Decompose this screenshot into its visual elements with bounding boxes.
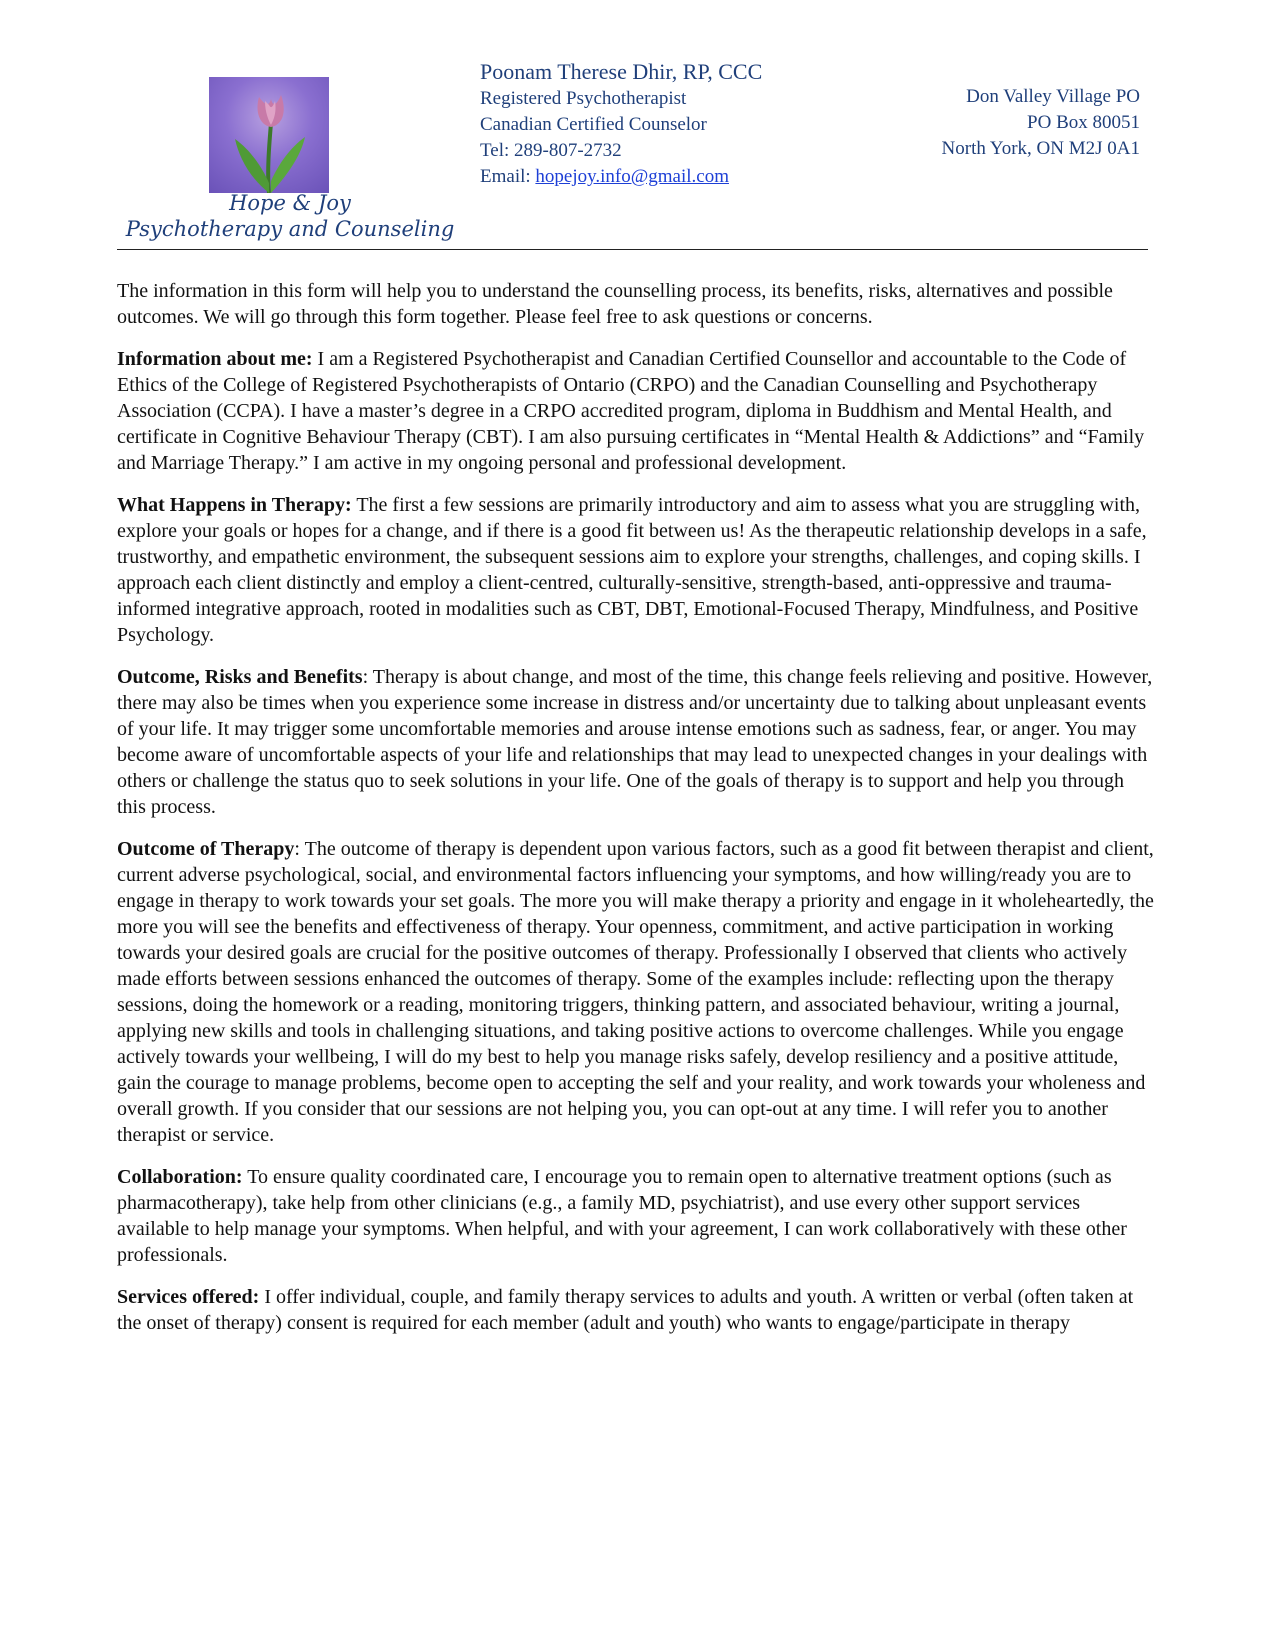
section-about-me [117, 346, 1157, 476]
section-risks-benefits [117, 664, 1157, 820]
brand-line-2: Psychotherapy and Counseling [125, 217, 455, 241]
email-label: Email: [480, 166, 536, 187]
brand-line-1: Hope & Joy [229, 191, 351, 215]
section-heading: Information about me: [117, 348, 313, 370]
section-services [117, 1284, 1157, 1336]
section-collaboration [117, 1164, 1157, 1268]
section-heading: Collaboration: [117, 1166, 243, 1188]
address-line-2: PO Box 80051 [1027, 112, 1140, 133]
brand-name [115, 190, 465, 242]
section-text: To ensure quality coordinated care, I encourage you to remain open to alternative treatment options (such as pharmacotherapy), take help from other clinicians (e.g., a family MD, psychiatrist), and use every other support services available to help manage your symptoms. When helpful, and with your agreement, I can work collaboratively with these other professionals. [117, 1166, 1127, 1266]
email-link[interactable]: hopejoy.info@gmail.com [535, 166, 729, 187]
section-text: The first a few sessions are primarily introductory and aim to assess what you are struggling with, explore your goals or hopes for a change, and if there is a good fit between us! As the therapeutic relationship develops in a safe, trustworthy, and empathetic environment, the subsequent sessions aim to explore your strengths, challenges, and coping skills. I approach each client distinctly and employ a client-centred, culturally-sensitive, strength-based, anti-oppressive and trauma-informed integrative approach, rooted in modalities such as CBT, DBT, Emotional-Focused Therapy, Mindfulness, and Positive Psychology. [117, 494, 1147, 646]
email-line [480, 164, 762, 190]
address-line-1: Don Valley Village PO [966, 86, 1140, 107]
document-body [117, 278, 1157, 1352]
section-heading: Services offered: [117, 1286, 260, 1308]
mailing-address [942, 84, 1140, 162]
section-heading: Outcome of Therapy [117, 838, 295, 860]
section-outcome [117, 836, 1157, 1148]
therapist-title-1: Registered Psychotherapist [480, 88, 687, 109]
section-text: I offer individual, couple, and family therapy services to adults and youth. A written or verbal (often taken at the onset of therapy) consent is required for each member (adult and youth) who wants to engage/participate in therapy [117, 1286, 1134, 1334]
therapist-title-2: Canadian Certified Counselor [480, 114, 707, 135]
address-line-3: North York, ON M2J 0A1 [941, 138, 1140, 159]
tulip-icon [209, 77, 329, 193]
intro-paragraph: The information in this form will help you to understand the counselling process, its benefits, risks, alternatives and possible outcomes. We will go through this form together. Please feel free to ask questions or concerns. [117, 280, 1113, 328]
section-heading: What Happens in Therapy: [117, 494, 352, 516]
header-divider [117, 249, 1148, 250]
section-text: I am a Registered Psychotherapist and Canadian Certified Counsellor and accountable to the Code of Ethics of the College of Registered Psychotherapists of Ontario (CRPO) and the Canadian Counselling and Psychotherapy Association (CCPA). I have a master’s degree in a CRPO accredited program, diploma in Buddhism and Mental Health, and certificate in Cognitive Behaviour Therapy (CBT). I am also pursuing certificates in “Mental Health & Addictions” and “Family and Marriage Therapy.” I am active in my ongoing personal and professional development. [117, 348, 1145, 474]
therapist-name: Poonam Therese Dhir, RP, CCC [480, 59, 763, 84]
section-text: : Therapy is about change, and most of the time, this change feels relieving and positive. However, there may also be times when you experience some increase in distress and/or uncertainty due to talking about unpleasant events of your life. It may trigger some uncomfortable memories and arouse intense emotions such as sadness, fear, or anger. You may become aware of uncomfortable aspects of your life and relationships that may lead to unexpected changes in your dealings with others or challenge the status quo to seek solutions in your life. One of the goals of therapy is to support and help you through this process. [117, 666, 1153, 818]
contact-block [480, 58, 762, 190]
logo-image [209, 77, 329, 193]
phone-number: Tel: 289-807-2732 [480, 140, 622, 161]
section-heading: Outcome, Risks and Benefits [117, 666, 363, 688]
section-what-happens [117, 492, 1157, 648]
section-text: : The outcome of therapy is dependent upon various factors, such as a good fit between therapist and client, current adverse psychological, social, and environmental factors influencing your symptoms, and how willing/ready you are to engage in therapy to work towards your set goals. The more you will make therapy a priority and engage in it wholeheartedly, the more you will see the benefits and effectiveness of therapy. Your openness, commitment, and active participation in working towards your desired goals are crucial for the positive outcomes of therapy. Professionally I observed that clients who actively made efforts between sessions enhanced the outcomes of therapy. Some of the examples include: reflecting upon the therapy sessions, doing the homework or a reading, monitoring triggers, thinking pattern, and associated behaviour, writing a journal, applying new skills and tools in challenging situations, and taking positive actions to overcome challenges. While you engage actively towards your wellbeing, I will do my best to help you manage risks safely, develop resiliency and a positive attitude, gain the courage to manage problems, become open to accepting the self and your reality, and work towards your wholeness and overall growth. If you consider that our sessions are not helping you, you can opt-out at any time. I will refer you to another therapist or service. [117, 838, 1154, 1146]
